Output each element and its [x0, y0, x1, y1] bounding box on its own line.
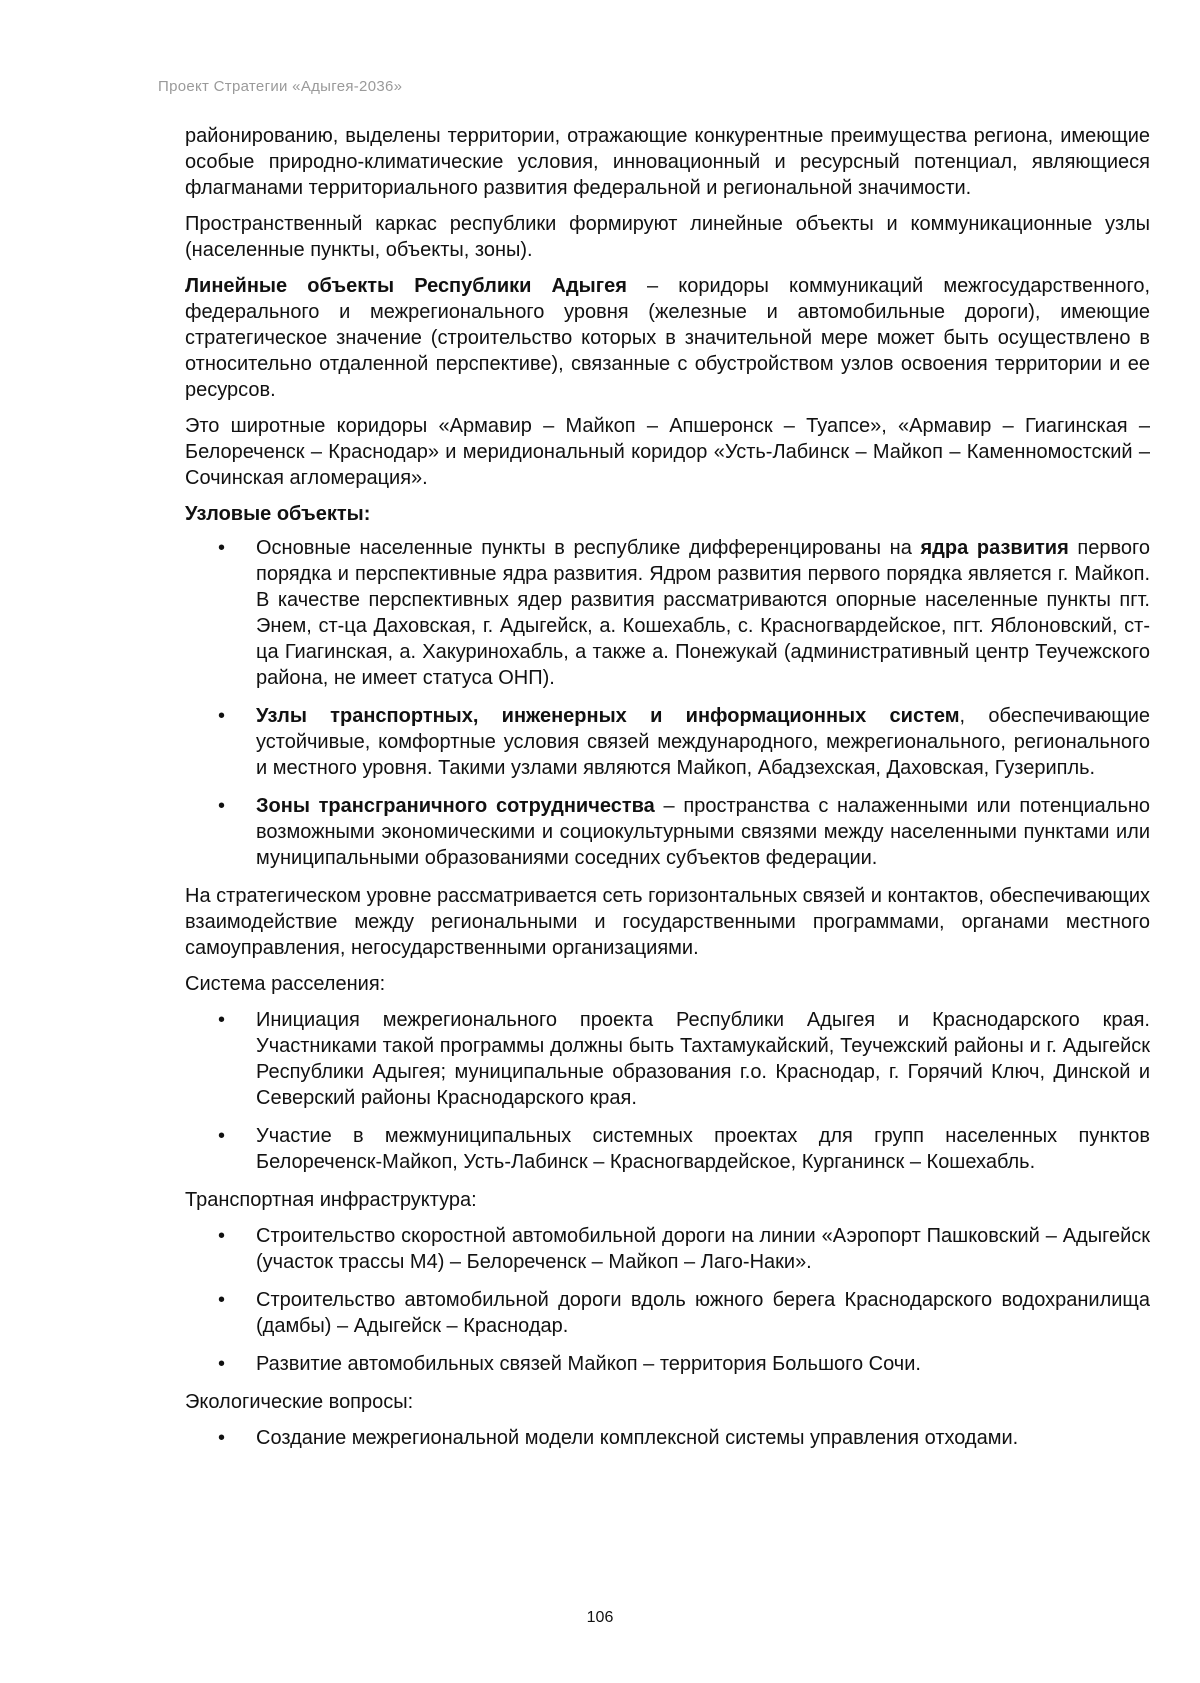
running-header: Проект Стратегии «Адыгея-2036»	[158, 78, 403, 95]
list-item: • Строительство автомобильной дороги вдоль южного берега Краснодарского водохранилища (дамбы) – Адыгейск – Краснодар.	[218, 1289, 1150, 1337]
page-number: 106	[586, 1609, 614, 1626]
paragraph-linear-objects	[185, 273, 1150, 403]
nodes-list	[185, 535, 1150, 871]
transport-heading: Транспортная инфраструктура:	[185, 1189, 477, 1211]
bullet-icon: •	[218, 1353, 226, 1375]
list-item-infrastructure-nodes: • Узлы транспортных, инженерных и информационных систем, обеспечивающие устойчивые, комфортные условия связей международного, межрегионального, регионального и местного уровня. Такими узлами являются Майкоп, Абадзехская, Даховская, Гузерипль.	[218, 705, 1150, 779]
nodes-heading: Узловые объекты:	[185, 503, 371, 525]
ecology-list	[185, 1425, 1150, 1451]
bullet-icon: •	[218, 1427, 226, 1449]
linear-objects-definition: – коридоры коммуникаций межгосударственного, федерального и межрегионального уровня (железные и автомобильные дороги), имеющие стратегическое значение (строительство которых в значительной мере может быть осуществлено в относительно отдаленной перспективе), связанные с обустройством узлов освоения территории и ее ресурсов.	[185, 275, 1151, 401]
bullet-icon: •	[218, 1225, 226, 1247]
bullet-icon: •	[218, 1009, 226, 1031]
page-body	[185, 123, 1150, 1463]
list-item: • Участие в межмуниципальных системных проектах для групп населенных пунктов Белореченск-Майкоп, Усть-Лабинск – Красногвардейское, Курганинск – Кошехабль.	[218, 1125, 1150, 1173]
ecology-heading: Экологические вопросы:	[185, 1391, 414, 1413]
bullet-icon: •	[218, 1289, 226, 1311]
list-item: • Создание межрегиональной модели комплексной системы управления отходами.	[218, 1427, 1019, 1449]
list-item: • Инициация межрегионального проекта Республики Адыгея и Краснодарского края. Участниками такой программы должны быть Тахтамукайский, Теучежский районы и г. Адыгейск Республики Адыгея; муниципальные образования г.о. Краснодар, г. Горячий Ключ, Динской и Северский районы Краснодарского края.	[218, 1009, 1150, 1109]
settlement-list	[185, 1007, 1150, 1175]
list-item: • Строительство скоростной автомобильной дороги на линии «Аэропорт Пашковский – Адыгейск (участок трассы М4) – Белореченск – Майкоп – Лаго-Наки».	[218, 1225, 1150, 1273]
list-item-cross-border-zones: • Зоны трансграничного сотрудничества – пространства с налаженными или потенциально возможными экономическими и социокультурными связями между населенными пунктами или муниципальными образованиями соседних субъектов федерации.	[218, 795, 1150, 869]
settlement-heading: Система расселения:	[185, 973, 386, 995]
paragraph-corridors: Это широтные коридоры «Армавир – Майкоп – Апшеронск – Туапсе», «Армавир – Гиагинская – Белореченск – Краснодар» и меридиональный коридор «Усть-Лабинск – Майкоп – Каменномостский – Сочинская агломерация».	[185, 415, 1150, 489]
bullet-icon: •	[218, 705, 226, 727]
paragraph-strategic-level: На стратегическом уровне рассматривается сеть горизонтальных связей и контактов, обеспечивающих взаимодействие между региональными и государственными программами, органами местного самоуправления, негосударственными организациями.	[185, 885, 1150, 959]
transport-list	[185, 1223, 1150, 1377]
linear-objects-term: Линейные объекты Республики Адыгея	[185, 275, 627, 297]
bullet-icon: •	[218, 795, 226, 817]
list-item-development-cores: • Основные населенные пункты в республике дифференцированы на ядра развития первого порядка и перспективные ядра развития. Ядром развития первого порядка является г. Майкоп. В качестве перспективных ядер развития рассматриваются опорные населенные пункты пгт. Энем, ст-ца Даховская, г. Адыгейск, а. Кошехабль, с. Красногвардейское, пгт. Яблоновский, ст-ца Гиагинская, а. Хакуринохабль, а также а. Понежукай (административный центр Теучежского района, не имеет статуса ОНП).	[218, 537, 1150, 689]
list-item: • Развитие автомобильных связей Майкоп – территория Большого Сочи.	[218, 1353, 921, 1375]
paragraph-zoning: районированию, выделены территории, отражающие конкурентные преимущества региона, имеющие особые природно-климатические условия, инновационный и ресурсный потенциал, являющиеся флагманами территориального развития федеральной и региональной значимости.	[185, 125, 1150, 199]
bullet-icon: •	[218, 1125, 226, 1147]
bullet-icon: •	[218, 537, 226, 559]
paragraph-spatial-framework: Пространственный каркас республики формируют линейные объекты и коммуникационные узлы (населенные пункты, объекты, зоны).	[185, 213, 1150, 261]
